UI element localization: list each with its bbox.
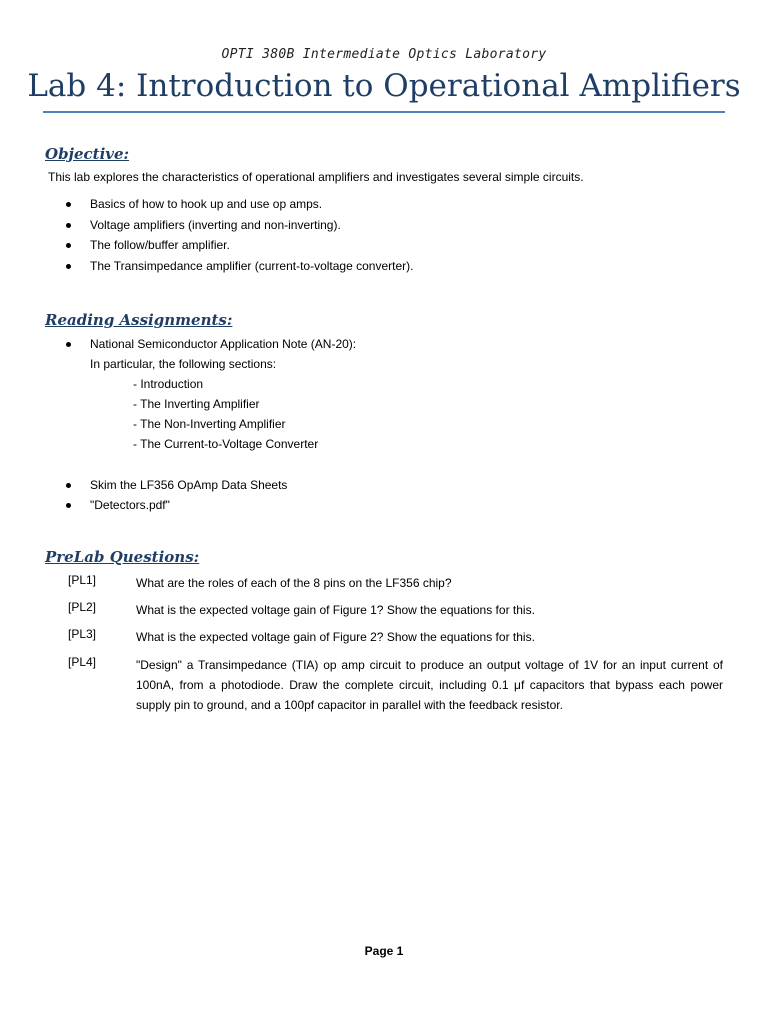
question-text: "Design" a Transimpedance (TIA) op amp circuit to produce an output voltage of 1V for an input current of 100nA, from a photodiode. Draw the complete circuit, including 0.1 μf capacitors that bypass each power supply pin to ground, and a 100pf capacitor in parallel with the feedback resistor. (136, 658, 723, 712)
reading-list (66, 334, 356, 454)
list-item: Skim the LF356 OpAmp Data Sheets (66, 475, 287, 495)
page-number: Page 1 (364, 944, 404, 958)
reading-section: - The Non-Inverting Amplifier (133, 417, 286, 431)
course-header: OPTI 380B Intermediate Optics Laboratory (221, 47, 547, 62)
reading-heading: Reading Assignments: (45, 311, 233, 329)
prelab-heading: PreLab Questions: (45, 548, 200, 566)
reading-sub-intro: In particular, the following sections: (90, 357, 277, 371)
objective-intro: This lab explores the characteristics of operational amplifiers and investigates several simple circuits. (48, 170, 584, 184)
list-item: The follow/buffer amplifier. (66, 235, 413, 256)
question-text: What are the roles of each of the 8 pins on the LF356 chip? (136, 576, 452, 590)
bullet-icon (66, 264, 71, 269)
title-divider (43, 111, 725, 113)
page-title: Lab 4: Introduction to Operational Amplifiers (27, 68, 741, 104)
question-tag: [PL1] (68, 573, 97, 587)
bullet-icon (66, 243, 71, 248)
list-item: Basics of how to hook up and use op amps. (66, 194, 413, 215)
question-tag: [PL4] (68, 655, 97, 669)
bullet-icon (66, 342, 71, 347)
question-text: What is the expected voltage gain of Figure 2? Show the equations for this. (136, 630, 535, 644)
list-item: The Transimpedance amplifier (current-to-voltage converter). (66, 256, 413, 277)
bullet-icon (66, 503, 71, 508)
objective-list (66, 194, 413, 277)
question-tag: [PL2] (68, 600, 97, 614)
list-item: "Detectors.pdf" (66, 495, 287, 515)
list-item: National Semiconductor Application Note (AN-20): (66, 334, 356, 354)
bullet-icon (66, 202, 71, 207)
list-item: Voltage amplifiers (inverting and non-inverting). (66, 215, 413, 236)
reading-section: - The Current-to-Voltage Converter (133, 437, 319, 451)
reading-section: - Introduction (133, 377, 204, 391)
bullet-icon (66, 483, 71, 488)
question-tag: [PL3] (68, 627, 97, 641)
reading-extra-list (66, 475, 287, 515)
question-text: What is the expected voltage gain of Figure 1? Show the equations for this. (136, 603, 535, 617)
bullet-icon (66, 223, 71, 228)
reading-section: - The Inverting Amplifier (133, 397, 260, 411)
objective-heading: Objective: (45, 145, 130, 163)
